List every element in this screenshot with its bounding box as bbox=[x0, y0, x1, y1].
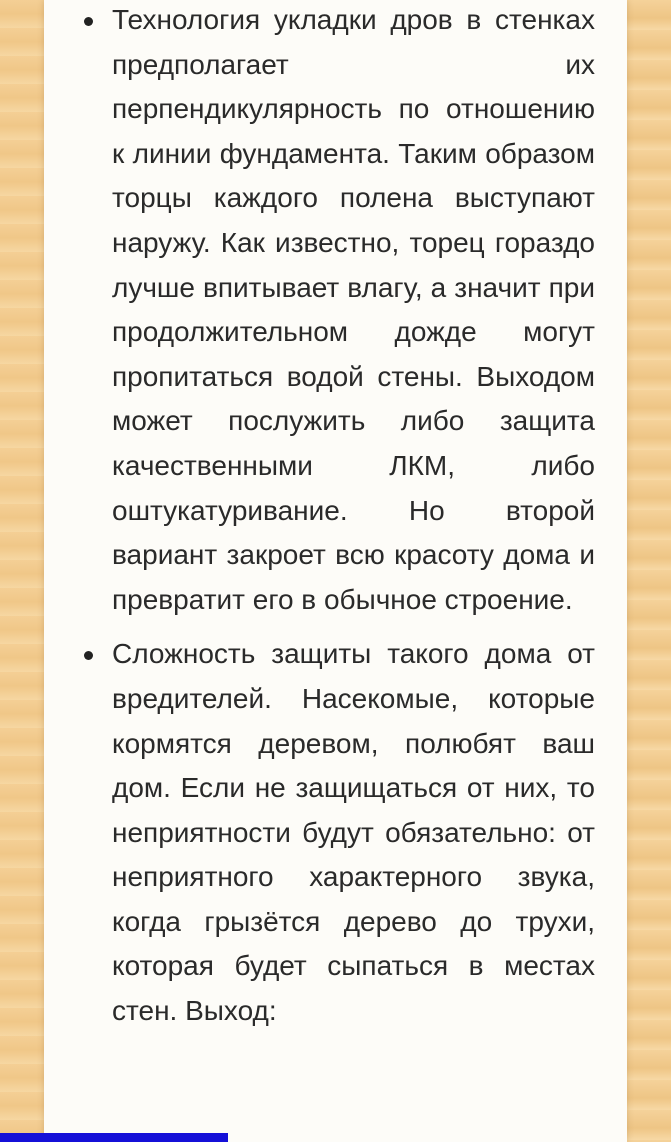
bullet-list bbox=[44, 0, 627, 1034]
wood-background-left bbox=[0, 0, 44, 1142]
article-page bbox=[44, 0, 627, 1142]
bullet-dot-icon bbox=[84, 651, 93, 660]
list-item bbox=[44, 632, 627, 1033]
wood-background-right bbox=[627, 0, 671, 1142]
bullet-text: Технология укладки дров в стенках предполагает их перпендикулярность по отношению к линии фундамента. Таким образом торцы каждого полена выступают наружу. Как известно, торец гораздо лучше впитывает влагу, а значит при продолжительном дожде могут пропитаться водой стены. Выходом может послужить либо защита качественными ЛКМ, либо оштукатуривание. Но второй вариант закроет всю красоту дома и превратит его в обычное строение. bbox=[112, 4, 595, 615]
bullet-dot-icon bbox=[84, 17, 93, 26]
bullet-text: Сложность защиты такого дома от вредителей. Насекомые, которые кормятся деревом, полюбят ваш дом. Если не защищаться от них, то неприятности будут обязательно: от неприятного характерного звука, когда грызётся дерево до трухи, которая будет сыпаться в местах стен. Выход: bbox=[112, 638, 595, 1027]
list-item bbox=[44, 0, 627, 622]
progress-bar bbox=[0, 1133, 228, 1142]
